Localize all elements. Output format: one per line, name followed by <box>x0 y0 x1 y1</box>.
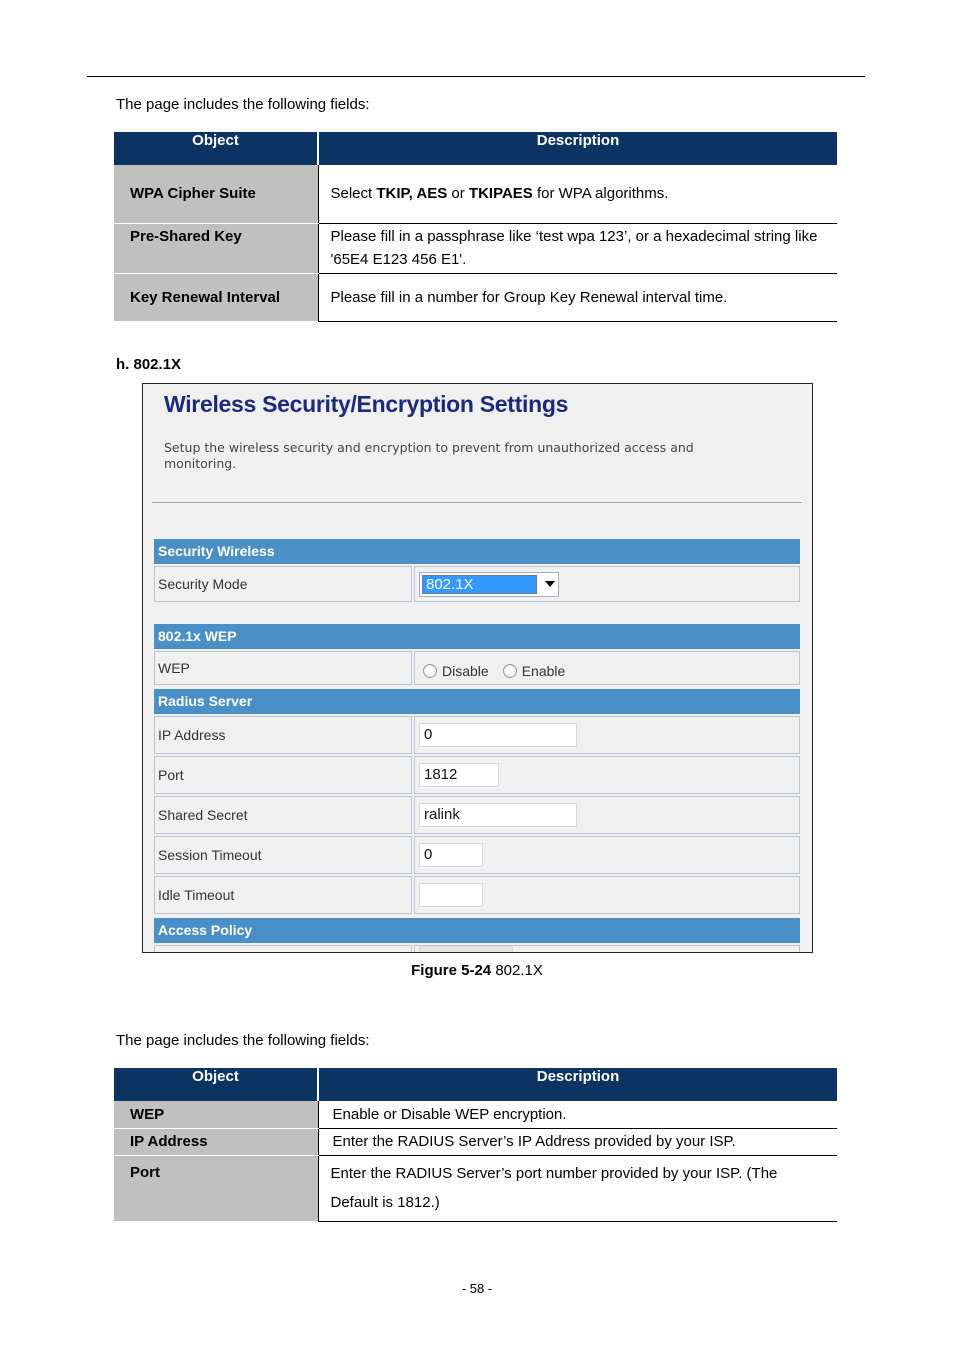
field-label: Session Timeout <box>154 836 412 874</box>
column-header-description: Description <box>318 132 837 165</box>
field-label: WEP <box>154 651 412 685</box>
field-label: Idle Timeout <box>154 876 412 914</box>
settings-description: Setup the wireless security and encryption to prevent from unauthorized access and monitoring. <box>164 440 694 471</box>
radio-circle-icon <box>503 664 517 678</box>
field-label: IP Address <box>154 716 412 754</box>
security-mode-select[interactable] <box>419 572 559 597</box>
description-cell: Please fill in a number for Group Key Renewal interval time. <box>318 273 837 321</box>
description-cell: Enter the RADIUS Server’s IP Address provided by your ISP. <box>318 1128 837 1155</box>
section-header-radius-server: Radius Server <box>154 689 800 714</box>
radio-circle-icon <box>423 664 437 678</box>
description-cell: Enter the RADIUS Server’s port number provided by your ISP. (The Default is 1812.) <box>318 1155 837 1221</box>
field-row-cut-off <box>154 945 800 953</box>
intro-text: The page includes the following fields: <box>116 96 370 113</box>
table-row <box>114 1155 837 1221</box>
settings-title: Wireless Security/Encryption Settings <box>164 391 569 417</box>
object-cell: Port <box>114 1155 318 1221</box>
field-label: Port <box>154 756 412 794</box>
section-heading: h. 802.1X <box>116 356 182 373</box>
table-row <box>114 1101 837 1128</box>
section-header-access-policy: Access Policy <box>154 918 800 943</box>
fields-table-8021x <box>114 1068 837 1222</box>
figure-caption: Figure 5-24 802.1X <box>411 962 543 979</box>
description-cell: Select TKIP, AES or TKIPAES for WPA algorithms. <box>318 165 837 223</box>
shared-secret-input[interactable]: ralink <box>419 803 577 827</box>
ip-address-input[interactable]: 0 <box>419 723 577 747</box>
object-cell: Pre-Shared Key <box>114 223 318 273</box>
table-row <box>114 273 837 321</box>
field-label: Security Mode <box>154 566 412 602</box>
field-row-session-timeout <box>154 836 800 874</box>
column-header-object: Object <box>114 1068 318 1101</box>
object-cell: Key Renewal Interval <box>114 273 318 321</box>
fields-table-wpa <box>114 132 837 322</box>
section-header-8021x-wep: 802.1x WEP <box>154 624 800 649</box>
divider <box>152 502 802 503</box>
field-row-security-mode <box>154 566 800 602</box>
section-header-security-wireless: Security Wireless <box>154 539 800 564</box>
object-cell: WPA Cipher Suite <box>114 165 318 223</box>
object-cell: WEP <box>114 1101 318 1128</box>
column-header-description: Description <box>318 1068 837 1101</box>
select-value: 802.1X <box>422 575 537 594</box>
wep-enable-radio[interactable]: Enable <box>503 663 566 679</box>
field-row-idle-timeout <box>154 876 800 914</box>
header-rule <box>87 76 865 77</box>
column-header-object: Object <box>114 132 318 165</box>
field-row-shared-secret <box>154 796 800 834</box>
port-input[interactable]: 1812 <box>419 763 499 787</box>
chevron-down-icon <box>545 581 555 587</box>
field-row-ip-address <box>154 716 800 754</box>
field-label: Shared Secret <box>154 796 412 834</box>
session-timeout-input[interactable]: 0 <box>419 843 483 867</box>
wep-disable-radio[interactable]: Disable <box>423 663 489 679</box>
field-row-wep <box>154 651 800 685</box>
field-row-port <box>154 756 800 794</box>
cut-off-input <box>419 946 513 953</box>
table-row <box>114 165 837 223</box>
description-cell: Please fill in a passphrase like ‘test wpa 123’, or a hexadecimal string like '65E4 E123 456 E1'. <box>318 223 837 273</box>
settings-screenshot <box>142 383 813 953</box>
object-cell: IP Address <box>114 1128 318 1155</box>
page-number: - 58 - <box>461 1281 493 1296</box>
intro-text: The page includes the following fields: <box>116 1032 370 1049</box>
table-row <box>114 1128 837 1155</box>
idle-timeout-input[interactable] <box>419 883 483 907</box>
description-cell: Enable or Disable WEP encryption. <box>318 1101 837 1128</box>
table-row <box>114 223 837 273</box>
